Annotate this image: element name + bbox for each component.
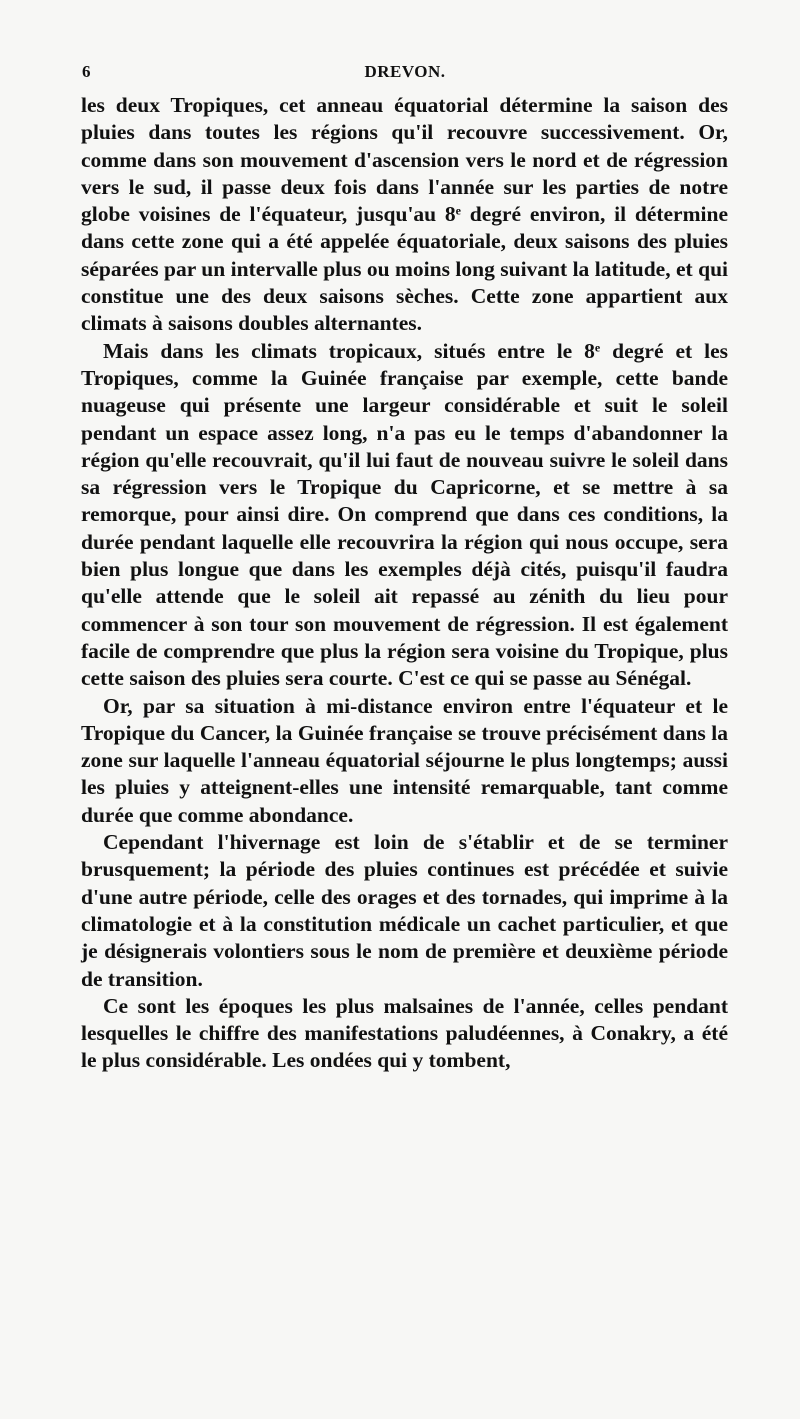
paragraph-2: Mais dans les climats tropicaux, situés entre le 8e degré et les Tropiques, comme la Guinée française par exemple, cette bande nuageuse qui présente une largeur considérable et suit le soleil pendant un espace assez long, n'a pas eu le temps d'abandonner la région qu'elle recouvrait, qu'il lui faut de nouveau suivre le soleil dans sa régression vers le Tropique du Capricorne, et se mettre à sa remorque, pour ainsi dire. On comprend que dans ces conditions, la durée pendant laquelle elle recouvrira la région qui nous occupe, sera bien plus longue que dans les exemples déjà cités, puisqu'il faudra qu'elle attende que le soleil ait repassé au zénith du lieu pour commencer à son tour son mouvement de régression. Il est également facile de comprendre que plus la région sera voisine du Tropique, plus cette saison des pluies sera courte. C'est ce qui se passe au Sénégal. [81,338,728,691]
paragraph-3: Or, par sa situation à mi-distance environ entre l'équateur et le Tropique du Cancer, la Guinée française se trouve précisément dans la zone sur laquelle l'anneau équatorial séjourne le plus longtemps; aussi les pluies y atteignent-elles une intensité remarquable, tant comme durée que comme abondance. [81,693,728,827]
paragraph-4: Cependant l'hivernage est loin de s'établir et de se terminer brusquement; la période des pluies continues est précédée et suivie d'une autre période, celle des orages et des tornades, qui imprime à la climatologie et à la constitution médicale un cachet particulier, et que je désignerais volontiers sous le nom de première et deuxième période de transition. [81,830,728,991]
superscript-e: e [594,340,601,355]
page-header [82,58,728,92]
running-head: DREVON. [364,62,446,81]
body-text [81,92,728,1075]
paragraph-1: les deux Tropiques, cet anneau équatorial détermine la saison des pluies dans toutes les régions qu'il recouvre successivement. Or, comme dans son mouvement d'ascension vers le nord et de régression vers le sud, il passe deux fois dans l'année sur les parties de notre globe voisines de l'équateur, jusqu'au 8e degré environ, il détermine dans cette zone qui a été appelée équatoriale, deux saisons des pluies séparées par un intervalle plus ou moins long suivant la latitude, et qui constitue une des deux saisons sèches. Cette zone appartient aux climats à saisons doubles alternantes. [81,93,728,336]
page-number: 6 [82,62,91,81]
paragraph-5: Ce sont les époques les plus malsaines de l'année, celles pendant lesquelles le chiffre des manifestations paludéennes, à Conakry, a été le plus considérable. Les ondées qui y tombent, [81,993,728,1073]
superscript-e: e [455,203,461,218]
